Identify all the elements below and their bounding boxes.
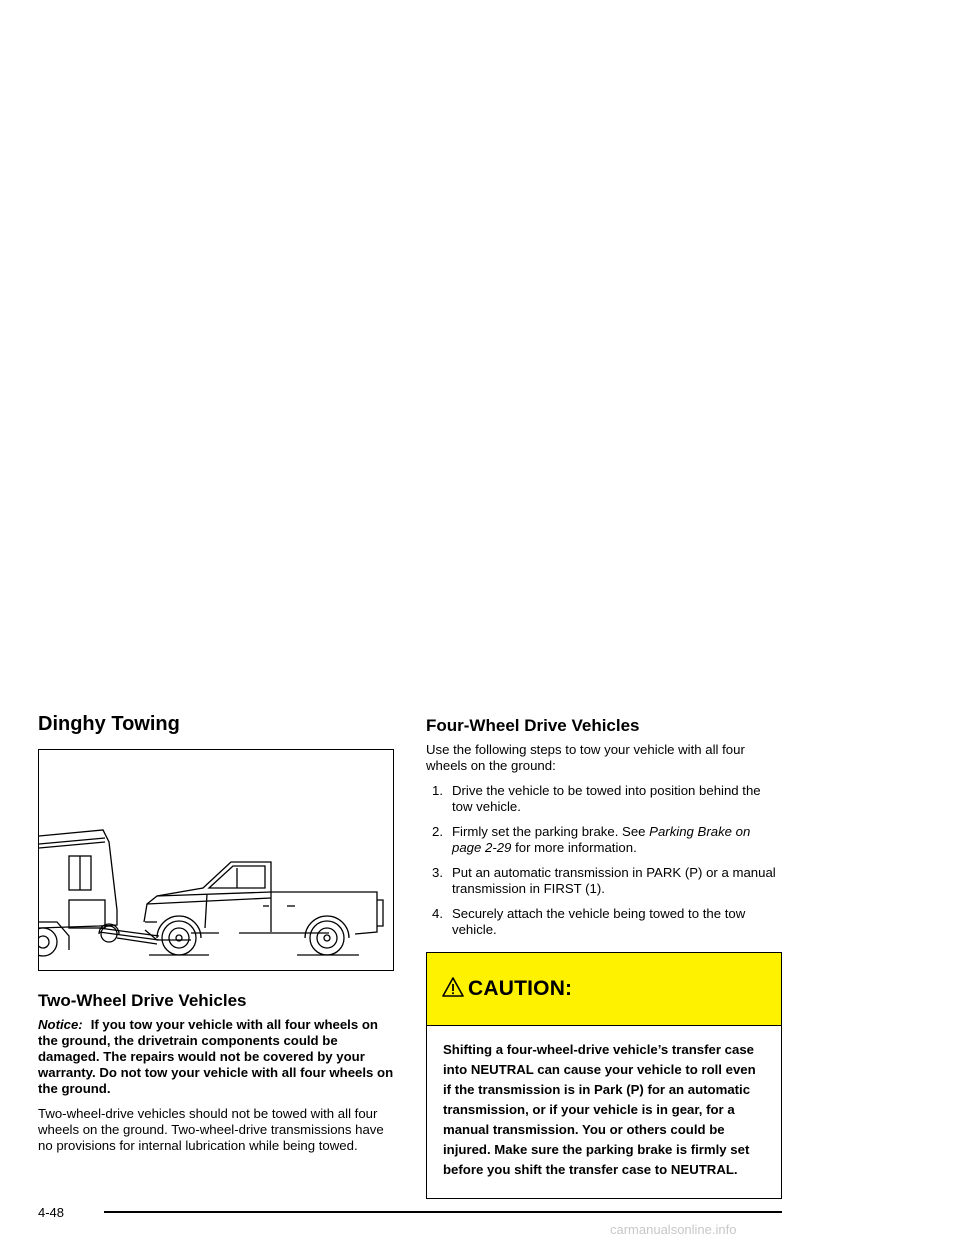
- watermark-text: carmanualsonline.info: [610, 1222, 737, 1237]
- caution-title: CAUTION:: [468, 977, 573, 1001]
- rv-towing-truck-drawing: [39, 750, 393, 970]
- left-column: [38, 712, 394, 1163]
- notice-paragraph: [38, 1017, 394, 1097]
- caution-text: Shifting a four-wheel-drive vehicle’s transfer case into NEUTRAL can cause your vehicle to roll even if the transmission is in Park (P) for an automatic transmission, or if your vehicle is in gear, for a manual transmission. You or others could be injured. Make sure the parking brake is firmly set before you shift the transfer case to NEUTRAL.: [443, 1042, 756, 1178]
- list-item: 3. Put an automatic transmission in PARK (P) or a manual transmission in FIRST (1).: [432, 865, 776, 897]
- page-number: 4-48: [38, 1205, 65, 1220]
- caution-box: [426, 952, 782, 1199]
- caution-header: [427, 953, 781, 1026]
- notice-label: Notice:: [38, 1017, 83, 1033]
- list-item: 2. Firmly set the parking brake. See Parking Brake on page 2-29 for more information.: [432, 824, 751, 856]
- right-column: [426, 716, 782, 1199]
- section-heading-four-wheel-drive: Four-Wheel Drive Vehicles: [426, 716, 640, 735]
- section-heading-dinghy-towing: Dinghy Towing: [38, 713, 180, 735]
- steps-list: [426, 783, 782, 938]
- notice-text: If you tow your vehicle with all four wheels on the ground, the drivetrain components could be damaged. The repairs would not be covered by your warranty. Do not tow your vehicle with all four wheels on the ground.: [38, 1017, 394, 1097]
- footer-divider: [104, 1211, 782, 1213]
- parking-brake-reference-link[interactable]: Parking Brake on page 2-29: [452, 824, 751, 856]
- two-wheel-drive-paragraph: Two-wheel-drive vehicles should not be towed with all four wheels on the ground. Two-wheel-drive transmissions have no provisions for internal lubrication while being towed.: [38, 1106, 384, 1154]
- towing-illustration: [38, 749, 394, 971]
- intro-paragraph: Use the following steps to tow your vehicle with all four wheels on the ground:: [426, 742, 745, 774]
- list-item: 1. Drive the vehicle to be towed into position behind the tow vehicle.: [432, 783, 761, 815]
- subheading-two-wheel-drive: Two-Wheel Drive Vehicles: [38, 991, 247, 1010]
- list-item: 4. Securely attach the vehicle being towed to the tow vehicle.: [432, 906, 746, 938]
- warning-triangle-icon: [442, 976, 464, 998]
